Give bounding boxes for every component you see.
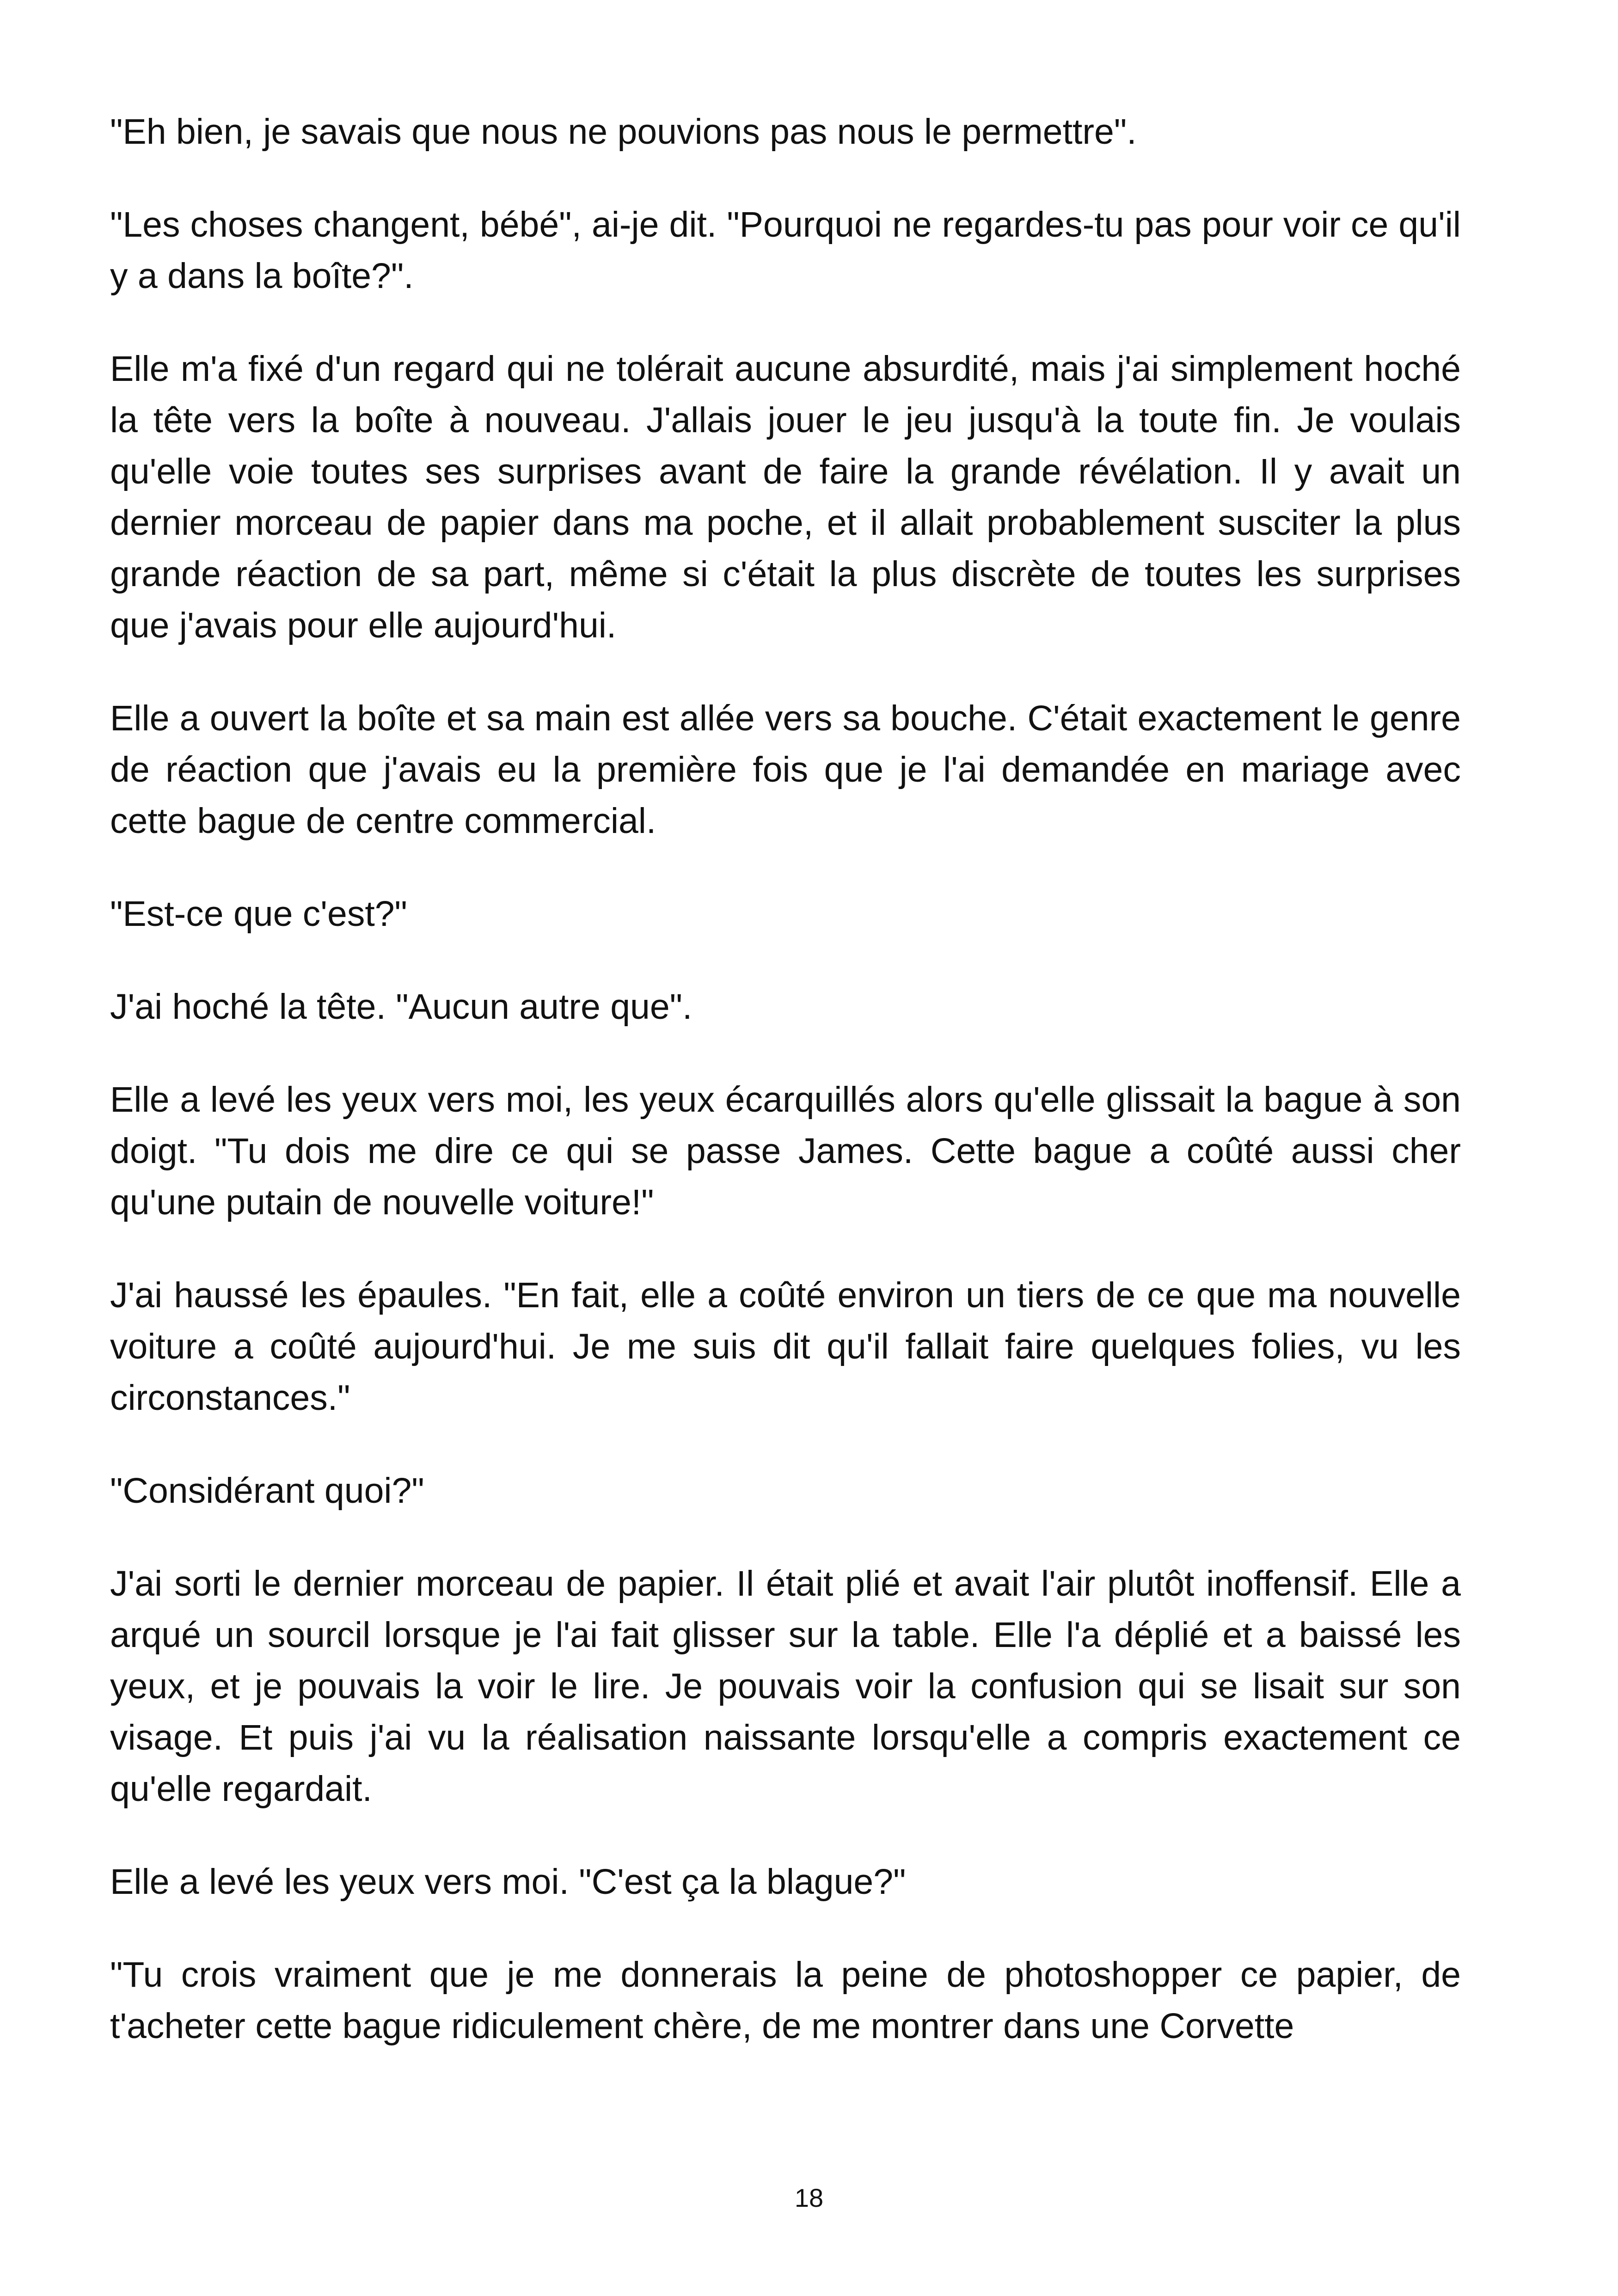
paragraph: Elle a levé les yeux vers moi, les yeux écarquillés alors qu'elle glissait la bague à son doigt. "Tu dois me dire ce qui se passe James. Cette bague a coûté aussi cher qu'une putain de nouvelle voiture!": [110, 1080, 1461, 1222]
paragraph: "Eh bien, je savais que nous ne pouvions pas nous le permettre".: [110, 112, 1137, 152]
paragraph: J'ai haussé les épaules. "En fait, elle a coûté environ un tiers de ce que ma nouvelle voiture a coûté aujourd'hui. Je me suis dit qu'il fallait faire quelques folies, vu les circonstances.": [110, 1275, 1461, 1418]
paragraph: "Est-ce que c'est?": [110, 894, 407, 934]
paragraph: "Considérant quoi?": [110, 1471, 424, 1511]
paragraph: Elle a levé les yeux vers moi. "C'est ça la blague?": [110, 1862, 906, 1902]
body-text: [110, 106, 1461, 2052]
paragraph: J'ai hoché la tête. "Aucun autre que".: [110, 987, 693, 1027]
paragraph: J'ai sorti le dernier morceau de papier. Il était plié et avait l'air plutôt inoffensif. Elle a arqué un sourcil lorsque je l'ai fait glisser sur la table. Elle l'a déplié et a baissé les yeux, et je pouvais la voir le lire. Je pouvais voir la confusion qui se lisait sur son visage. Et puis j'ai vu la réalisation naissante lorsqu'elle a compris exactement ce qu'elle regardait.: [110, 1564, 1461, 1809]
paragraph: Elle m'a fixé d'un regard qui ne tolérait aucune absurdité, mais j'ai simplement hoché la tête vers la boîte à nouveau. J'allais jouer le jeu jusqu'à la toute fin. Je voulais qu'elle voie toutes ses surprises avant de faire la grande révélation. Il y avait un dernier morceau de papier dans ma poche, et il allait probablement susciter la plus grande réaction de sa part, même si c'était la plus discrète de toutes les surprises que j'avais pour elle aujourd'hui.: [110, 349, 1461, 645]
page-number: 18: [794, 2183, 824, 2212]
paragraph: Elle a ouvert la boîte et sa main est allée vers sa bouche. C'était exactement le genre de réaction que j'avais eu la première fois que je l'ai demandée en mariage avec cette bague de centre commercial.: [110, 698, 1461, 841]
paragraph: "Tu crois vraiment que je me donnerais la peine de photoshopper ce papier, de t'acheter cette bague ridiculement chère, de me montrer dans une Corvette: [110, 1955, 1461, 2046]
paragraph: "Les choses changent, bébé", ai-je dit. "Pourquoi ne regardes-tu pas pour voir ce qu'il y a dans la boîte?".: [110, 205, 1461, 296]
